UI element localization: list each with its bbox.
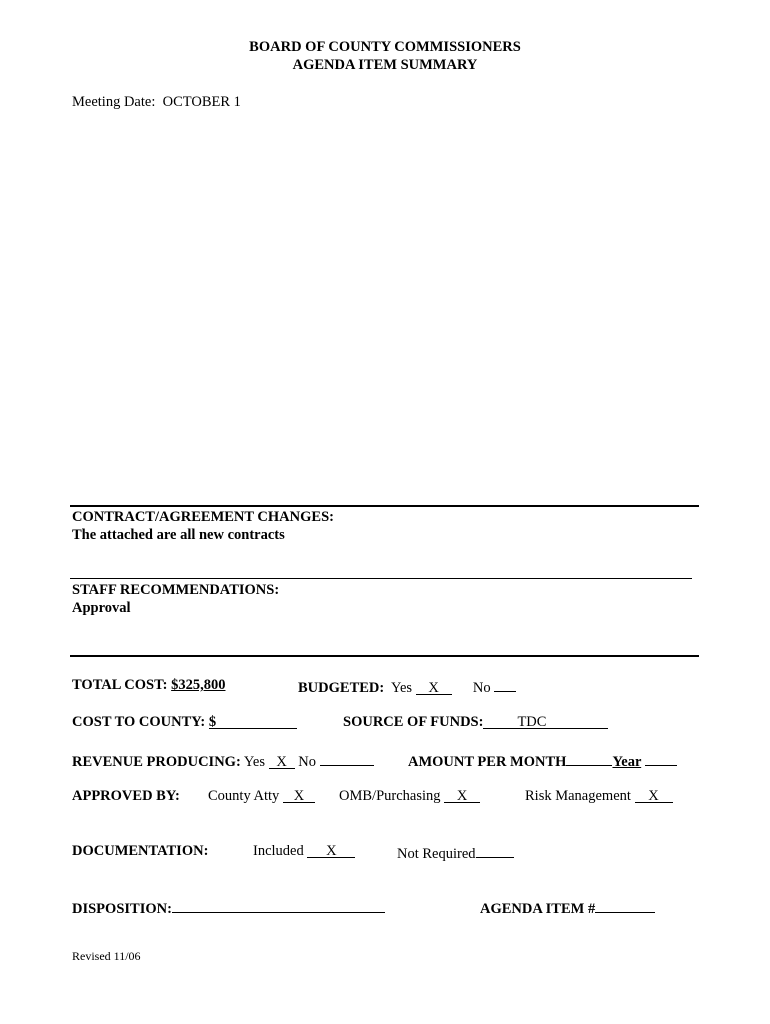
budgeted-yes-mark: X — [428, 680, 439, 696]
approved-risk — [525, 788, 673, 805]
cost-to-county — [72, 714, 297, 731]
cost-to-county-label: COST TO COUNTY: — [72, 714, 206, 730]
total-cost-value: $325,800 — [171, 677, 226, 693]
amount-year-label: Year — [612, 754, 642, 770]
revenue-producing-label: REVENUE PRODUCING: — [72, 754, 241, 770]
budgeted-no-field[interactable] — [494, 677, 516, 692]
cost-to-county-value: $ — [208, 714, 217, 730]
county-atty-field[interactable] — [283, 788, 315, 803]
approved-by-label: APPROVED BY: — [72, 788, 180, 804]
included-field[interactable] — [307, 843, 355, 858]
staff-recommendations-text: Approval — [72, 600, 131, 616]
approved-county-atty — [208, 788, 315, 805]
staff-recommendations-heading: STAFF RECOMMENDATIONS: — [72, 582, 280, 598]
form-subtitle: AGENDA ITEM SUMMARY — [292, 57, 478, 73]
amount-per-month-label: AMOUNT PER MONTH — [408, 754, 567, 770]
source-of-funds-value: TDC — [517, 714, 547, 730]
section-divider — [70, 655, 699, 657]
county-atty-mark: X — [293, 788, 305, 804]
omb-mark: X — [456, 788, 468, 804]
source-of-funds — [343, 714, 608, 731]
disposition — [72, 898, 385, 918]
revenue-yes-mark: X — [276, 754, 287, 770]
form-title: BOARD OF COUNTY COMMISSIONERS — [249, 39, 521, 55]
source-of-funds-field[interactable] — [483, 714, 608, 729]
agenda-item-field[interactable] — [595, 898, 655, 913]
revenue-yes-label: Yes — [243, 754, 265, 770]
budgeted-yes-field[interactable] — [416, 680, 452, 695]
meeting-date-label: Meeting Date: — [72, 94, 156, 110]
agenda-item-label: AGENDA ITEM # — [480, 901, 596, 917]
disposition-label: DISPOSITION: — [72, 901, 172, 917]
approved-omb — [339, 788, 480, 805]
source-of-funds-label: SOURCE OF FUNDS: — [343, 714, 484, 730]
revenue-yes-field[interactable] — [269, 754, 295, 769]
not-required-field[interactable] — [476, 843, 514, 858]
included-label: Included — [253, 843, 304, 859]
county-atty-label: County Atty — [208, 788, 280, 804]
documentation-included — [253, 843, 355, 860]
revenue-producing — [72, 751, 374, 771]
disposition-field[interactable] — [172, 898, 385, 913]
section-divider — [70, 505, 699, 507]
meeting-date — [72, 94, 241, 111]
revenue-no-field[interactable] — [320, 751, 374, 766]
amount-per-month-field[interactable] — [566, 751, 612, 766]
not-required-label: Not Required — [397, 846, 476, 862]
revenue-no-label: No — [298, 754, 316, 770]
total-cost — [72, 677, 226, 694]
documentation-label: DOCUMENTATION: — [72, 843, 209, 859]
contract-changes-heading: CONTRACT/AGREEMENT CHANGES: — [72, 509, 334, 525]
agenda-item — [480, 898, 655, 918]
contract-changes-text: The attached are all new contracts — [72, 527, 285, 543]
budgeted — [298, 677, 516, 697]
risk-field[interactable] — [635, 788, 673, 803]
total-cost-label: TOTAL COST: — [72, 677, 168, 693]
budgeted-no-label: No — [472, 680, 491, 696]
meeting-date-value: OCTOBER 1 — [162, 94, 241, 110]
omb-field[interactable] — [444, 788, 480, 803]
revised-note: Revised 11/06 — [72, 949, 141, 963]
risk-mark: X — [648, 788, 659, 804]
documentation-not-required — [397, 843, 514, 863]
section-divider — [70, 578, 692, 579]
risk-label: Risk Management — [525, 788, 631, 804]
budgeted-label: BUDGETED: — [298, 680, 385, 696]
cost-to-county-field[interactable] — [209, 714, 297, 729]
amount-year-field[interactable] — [645, 751, 677, 766]
amount-per-month — [408, 751, 677, 771]
budgeted-yes-label: Yes — [390, 680, 413, 696]
omb-label: OMB/Purchasing — [339, 788, 441, 804]
included-mark: X — [326, 843, 337, 859]
